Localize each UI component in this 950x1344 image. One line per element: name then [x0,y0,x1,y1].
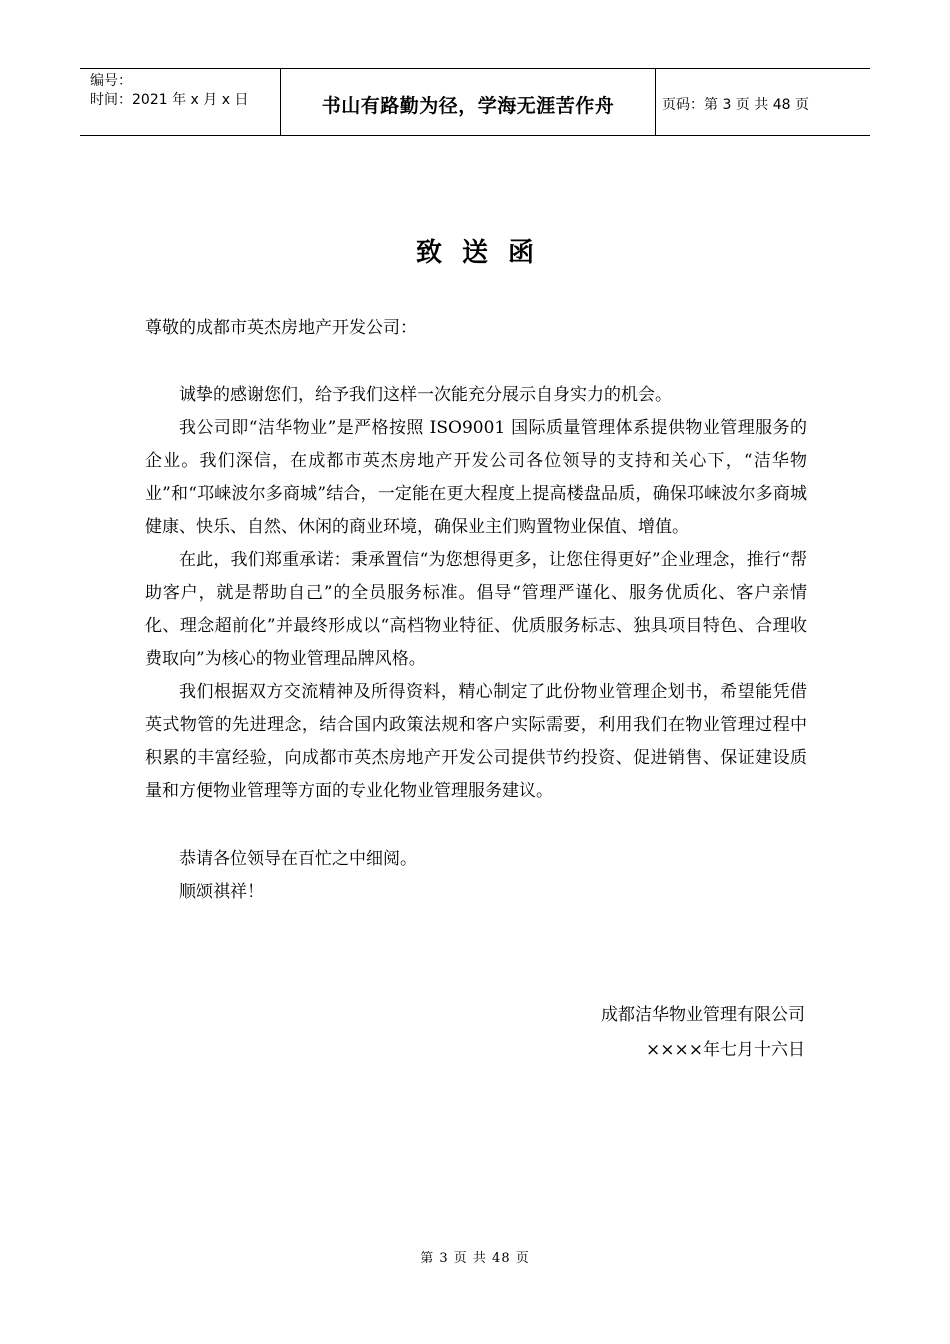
header-page-info: 页码：第 3 页 共 48 页 [662,97,809,113]
letter-paragraph: 诚挚的感谢您们，给予我们这样一次能充分展示自身实力的机会。 [179,385,672,405]
letter-paragraph: 在此，我们郑重承诺：秉承置信“为您想得更多，让您住得更好”企业理念，推行“帮助客户，就是帮助自己”的全员服务标准。倡导“管理严谨化、服务优质化、客户亲情化、理念超前化”并最终形成以“高档物业特征、优质服务标志、独具项目特色、合理收费取向”为核心的物业管理品牌风格。 [145,550,807,669]
letter-closing: 恭请各位领导在百忙之中细阅。 [179,849,417,869]
header-motto-cell [280,69,656,135]
letter-paragraph: 我们根据双方交流精神及所得资料，精心制定了此份物业管理企划书，希望能凭借英式物管的先进理念，结合国内政策法规和客户实际需要，利用我们在物业管理过程中积累的丰富经验，向成都市英杰房地产开发公司提供节约投资、促进销售、保证建设质量和方便物业管理等方面的专业化物业管理服务建议。 [145,682,807,801]
header-time: 时间：2021 年 x 月 x 日 [90,92,249,108]
letter-title: 致送函 [415,238,554,268]
page-footer: 第 3 页 共 48 页 [420,1251,530,1266]
header-motto: 书山有路勤为径，学海无涯苦作舟 [321,94,615,117]
header-meta [80,69,280,135]
signature-date: ××××年七月十六日 [646,1040,805,1060]
page-header [80,68,870,136]
letter-salutation: 尊敬的成都市英杰房地产开发公司： [145,318,417,338]
letter-signature [601,998,805,1068]
spacer [145,345,807,379]
signature-company: 成都洁华物业管理有限公司 [601,1005,805,1025]
header-number-label: 编号： [90,73,132,89]
spacer [145,808,807,843]
letter-paragraph: 我公司即“洁华物业”是严格按照 ISO9001 国际质量管理体系提供物业管理服务的企业。我们深信，在成都市英杰房地产开发公司各位领导的支持和关心下，“洁华物业”和“邛崃波尔多商城”结合，一定能在更大程度上提高楼盘品质，确保邛崃波尔多商城健康、快乐、自然、休闲的商业环境，确保业主们购置物业保值、增值。 [145,418,807,537]
letter-body [145,312,807,909]
letter-closing: 顺颂祺祥！ [179,882,264,902]
